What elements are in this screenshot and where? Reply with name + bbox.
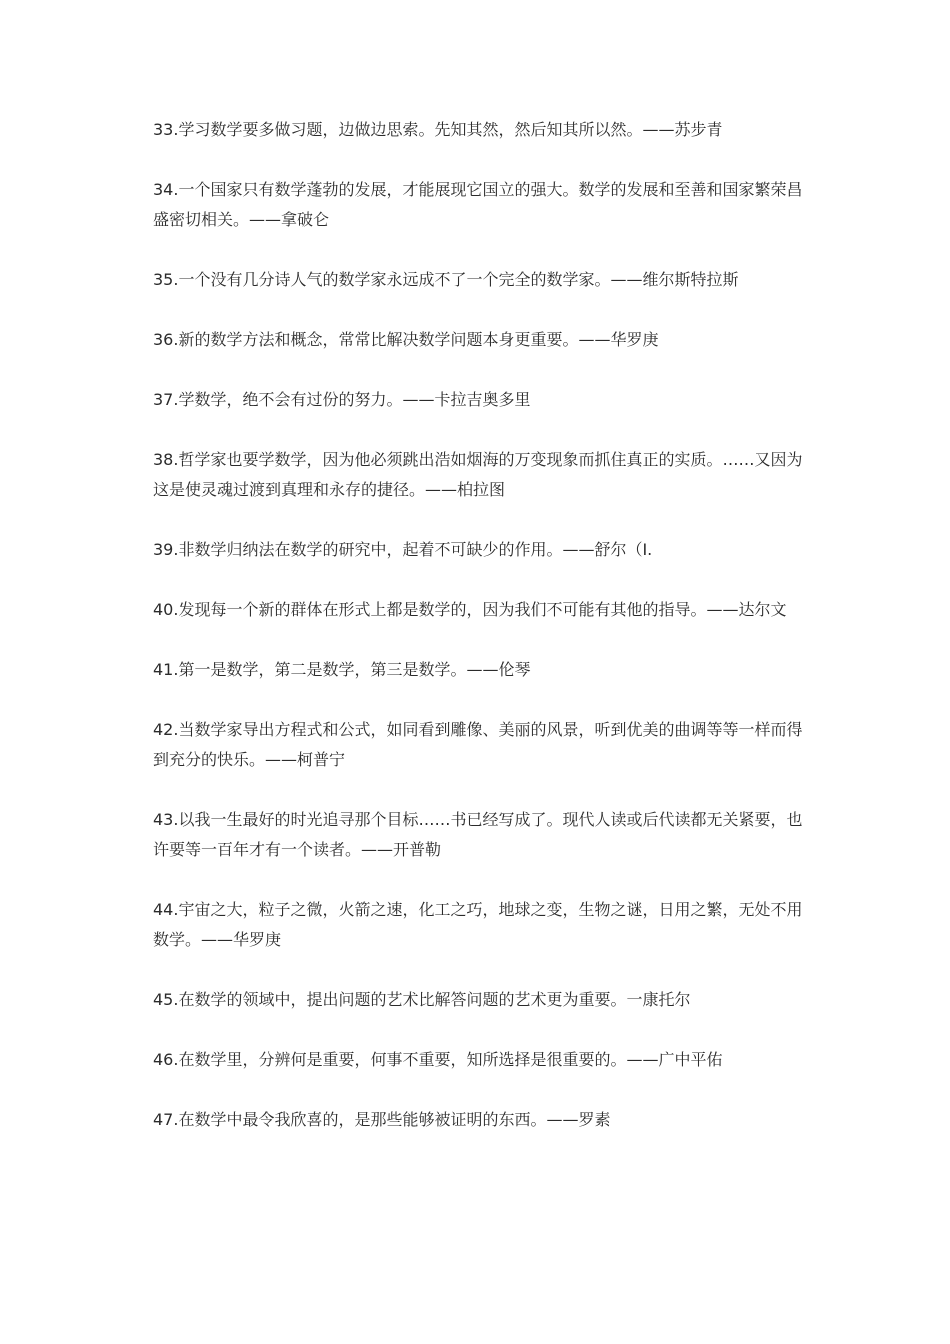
quote-47: 47.在数学中最令我欣喜的，是那些能够被证明的东西。——罗素 (153, 1110, 611, 1129)
quote-46: 46.在数学里，分辨何是重要，何事不重要，知所选择是很重要的。——广中平佑 (153, 1050, 723, 1069)
quote-35: 35.一个没有几分诗人气的数学家永远成不了一个完全的数学家。——维尔斯特拉斯 (153, 270, 739, 289)
quote-38: 38.哲学家也要学数学，因为他必须跳出浩如烟海的万变现象而抓住真正的实质。……又因为这是使灵魂过渡到真理和永存的捷径。——柏拉图 (153, 450, 803, 499)
quote-42: 42.当数学家导出方程式和公式，如同看到雕像、美丽的风景，听到优美的曲调等等一样而得到充分的快乐。——柯普宁 (153, 720, 803, 769)
quote-36: 36.新的数学方法和概念，常常比解决数学问题本身更重要。——华罗庚 (153, 330, 659, 349)
quote-37: 37.学数学，绝不会有过份的努力。——卡拉吉奥多里 (153, 390, 531, 409)
quote-45: 45.在数学的领域中，提出问题的艺术比解答问题的艺术更为重要。一康托尔 (153, 990, 691, 1009)
quote-43: 43.以我一生最好的时光追寻那个目标……书已经写成了。现代人读或后代读都无关紧要，也许要等一百年才有一个读者。——开普勒 (153, 810, 803, 859)
quote-34: 34.一个国家只有数学蓬勃的发展，才能展现它国立的强大。数学的发展和至善和国家繁荣昌盛密切相关。——拿破仑 (153, 180, 803, 229)
quote-list (153, 115, 803, 1165)
quote-41: 41.第一是数学，第二是数学，第三是数学。——伦琴 (153, 660, 531, 679)
quote-33: 33.学习数学要多做习题，边做边思索。先知其然，然后知其所以然。——苏步青 (153, 120, 723, 139)
quote-40: 40.发现每一个新的群体在形式上都是数学的，因为我们不可能有其他的指导。——达尔文 (153, 600, 787, 619)
quote-39: 39.非数学归纳法在数学的研究中，起着不可缺少的作用。——舒尔（I. (153, 540, 653, 559)
quote-44: 44.宇宙之大，粒子之微，火箭之速，化工之巧，地球之变，生物之谜，日用之繁，无处不用数学。——华罗庚 (153, 900, 803, 949)
